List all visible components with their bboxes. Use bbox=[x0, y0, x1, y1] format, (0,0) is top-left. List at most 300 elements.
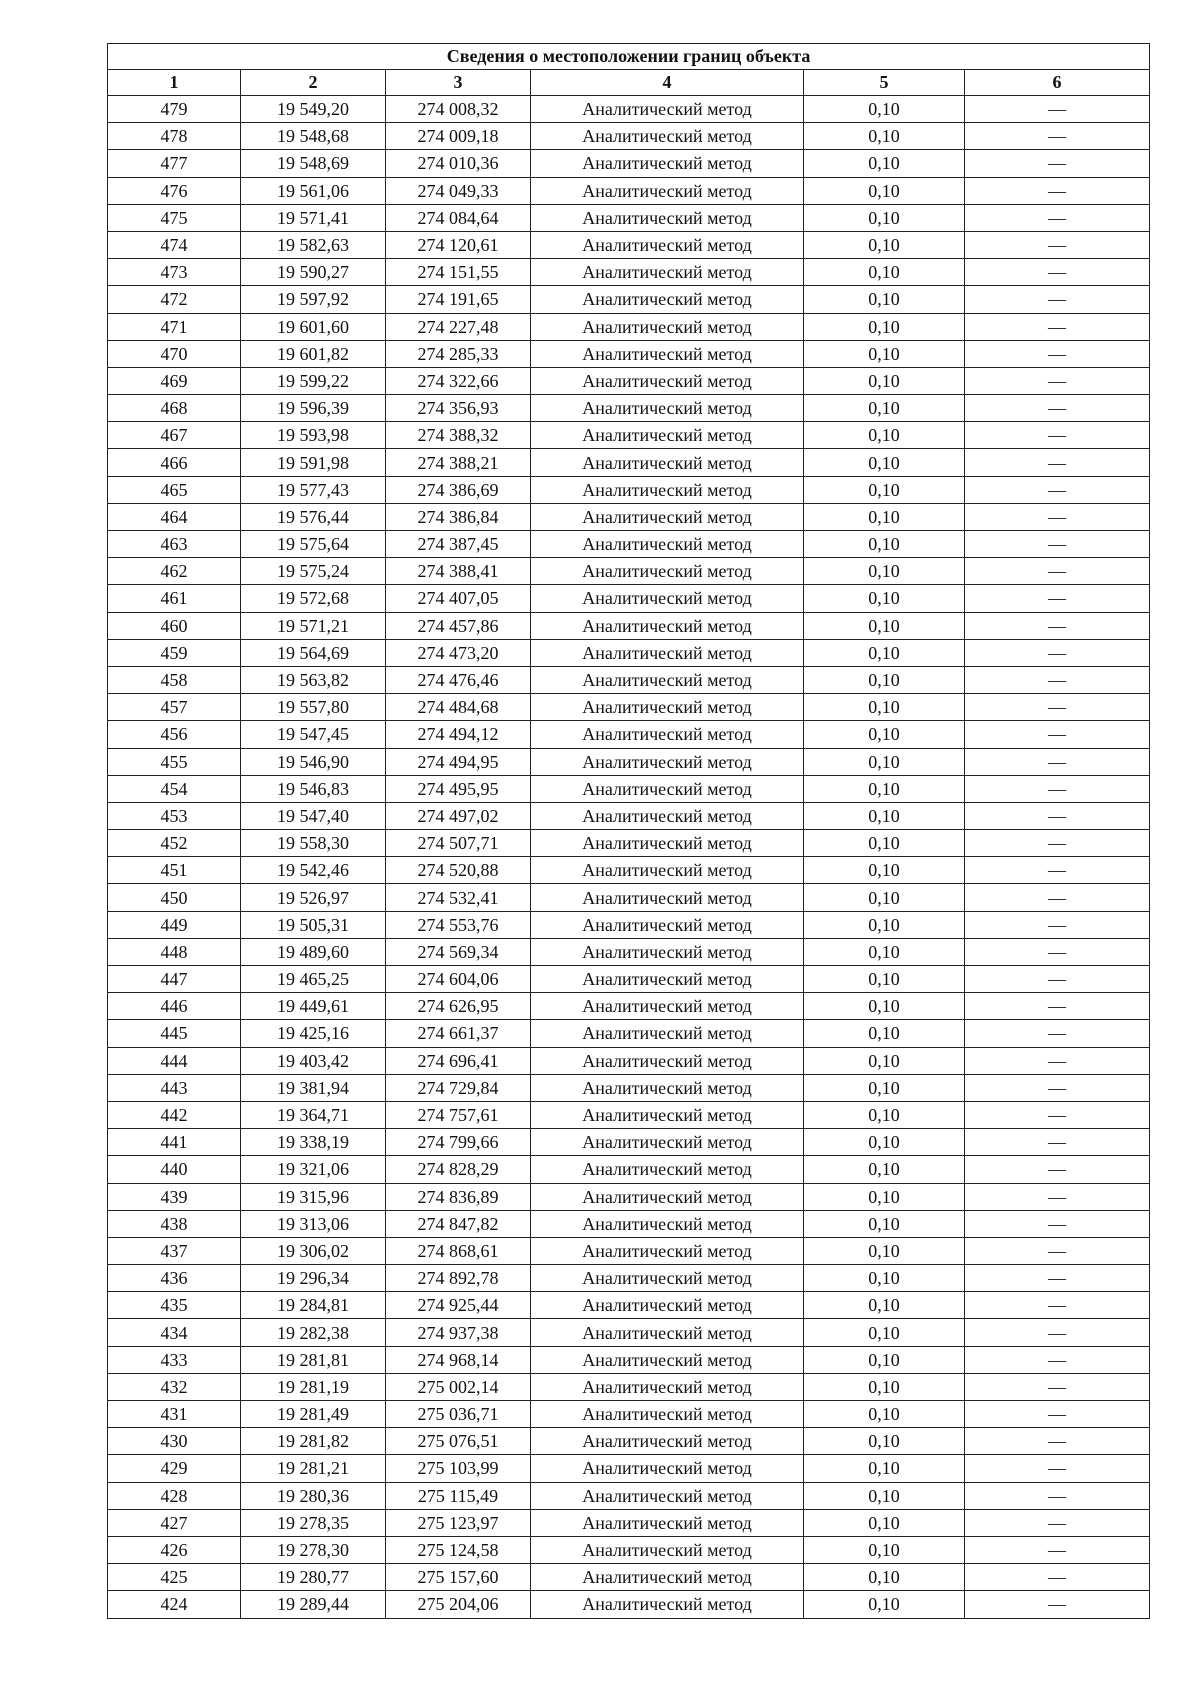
x-coordinate-cell: 19 278,30 bbox=[241, 1536, 386, 1563]
description-cell: — bbox=[965, 1129, 1150, 1156]
point-number-cell: 477 bbox=[108, 150, 241, 177]
method-cell: Аналитический метод bbox=[531, 259, 804, 286]
x-coordinate-cell: 19 564,69 bbox=[241, 639, 386, 666]
accuracy-cell: 0,10 bbox=[804, 938, 965, 965]
description-cell: — bbox=[965, 830, 1150, 857]
table-row bbox=[108, 612, 1150, 639]
description-cell: — bbox=[965, 1455, 1150, 1482]
method-cell: Аналитический метод bbox=[531, 938, 804, 965]
point-number-cell: 442 bbox=[108, 1101, 241, 1128]
x-coordinate-cell: 19 576,44 bbox=[241, 503, 386, 530]
y-coordinate-cell: 274 553,76 bbox=[386, 911, 531, 938]
y-coordinate-cell: 275 157,60 bbox=[386, 1564, 531, 1591]
accuracy-cell: 0,10 bbox=[804, 748, 965, 775]
method-cell: Аналитический метод bbox=[531, 1292, 804, 1319]
method-cell: Аналитический метод bbox=[531, 1210, 804, 1237]
method-cell: Аналитический метод bbox=[531, 313, 804, 340]
method-cell: Аналитический метод bbox=[531, 1101, 804, 1128]
accuracy-cell: 0,10 bbox=[804, 177, 965, 204]
description-cell: — bbox=[965, 694, 1150, 721]
accuracy-cell: 0,10 bbox=[804, 775, 965, 802]
x-coordinate-cell: 19 546,83 bbox=[241, 775, 386, 802]
accuracy-cell: 0,10 bbox=[804, 259, 965, 286]
y-coordinate-cell: 275 076,51 bbox=[386, 1428, 531, 1455]
point-number-cell: 470 bbox=[108, 340, 241, 367]
y-coordinate-cell: 274 049,33 bbox=[386, 177, 531, 204]
accuracy-cell: 0,10 bbox=[804, 1346, 965, 1373]
point-number-cell: 441 bbox=[108, 1129, 241, 1156]
description-cell: — bbox=[965, 666, 1150, 693]
table-row bbox=[108, 585, 1150, 612]
method-cell: Аналитический метод bbox=[531, 1129, 804, 1156]
x-coordinate-cell: 19 489,60 bbox=[241, 938, 386, 965]
x-coordinate-cell: 19 557,80 bbox=[241, 694, 386, 721]
description-cell: — bbox=[965, 503, 1150, 530]
x-coordinate-cell: 19 289,44 bbox=[241, 1591, 386, 1618]
accuracy-cell: 0,10 bbox=[804, 1482, 965, 1509]
method-cell: Аналитический метод bbox=[531, 1591, 804, 1618]
point-number-cell: 464 bbox=[108, 503, 241, 530]
x-coordinate-cell: 19 563,82 bbox=[241, 666, 386, 693]
column-number: 6 bbox=[965, 70, 1150, 96]
table-row bbox=[108, 422, 1150, 449]
column-number: 1 bbox=[108, 70, 241, 96]
x-coordinate-cell: 19 590,27 bbox=[241, 259, 386, 286]
accuracy-cell: 0,10 bbox=[804, 1564, 965, 1591]
table-row bbox=[108, 231, 1150, 258]
table-row bbox=[108, 966, 1150, 993]
table-row bbox=[108, 476, 1150, 503]
point-number-cell: 456 bbox=[108, 721, 241, 748]
point-number-cell: 465 bbox=[108, 476, 241, 503]
description-cell: — bbox=[965, 558, 1150, 585]
point-number-cell: 448 bbox=[108, 938, 241, 965]
table-row bbox=[108, 1346, 1150, 1373]
x-coordinate-cell: 19 296,34 bbox=[241, 1265, 386, 1292]
table-row bbox=[108, 1020, 1150, 1047]
table-row bbox=[108, 313, 1150, 340]
table-row bbox=[108, 666, 1150, 693]
y-coordinate-cell: 274 968,14 bbox=[386, 1346, 531, 1373]
x-coordinate-cell: 19 526,97 bbox=[241, 884, 386, 911]
table-row bbox=[108, 96, 1150, 123]
method-cell: Аналитический метод bbox=[531, 1074, 804, 1101]
method-cell: Аналитический метод bbox=[531, 286, 804, 313]
x-coordinate-cell: 19 575,24 bbox=[241, 558, 386, 585]
accuracy-cell: 0,10 bbox=[804, 966, 965, 993]
table-row bbox=[108, 1509, 1150, 1536]
accuracy-cell: 0,10 bbox=[804, 1156, 965, 1183]
point-number-cell: 460 bbox=[108, 612, 241, 639]
method-cell: Аналитический метод bbox=[531, 694, 804, 721]
point-number-cell: 439 bbox=[108, 1183, 241, 1210]
method-cell: Аналитический метод bbox=[531, 1401, 804, 1428]
description-cell: — bbox=[965, 1237, 1150, 1264]
y-coordinate-cell: 275 036,71 bbox=[386, 1401, 531, 1428]
point-number-cell: 436 bbox=[108, 1265, 241, 1292]
x-coordinate-cell: 19 558,30 bbox=[241, 830, 386, 857]
accuracy-cell: 0,10 bbox=[804, 1428, 965, 1455]
method-cell: Аналитический метод bbox=[531, 857, 804, 884]
accuracy-cell: 0,10 bbox=[804, 558, 965, 585]
y-coordinate-cell: 274 836,89 bbox=[386, 1183, 531, 1210]
x-coordinate-cell: 19 315,96 bbox=[241, 1183, 386, 1210]
method-cell: Аналитический метод bbox=[531, 531, 804, 558]
accuracy-cell: 0,10 bbox=[804, 1101, 965, 1128]
boundary-coordinates-table bbox=[107, 43, 1150, 1619]
point-number-cell: 428 bbox=[108, 1482, 241, 1509]
point-number-cell: 427 bbox=[108, 1509, 241, 1536]
point-number-cell: 454 bbox=[108, 775, 241, 802]
accuracy-cell: 0,10 bbox=[804, 204, 965, 231]
column-number: 2 bbox=[241, 70, 386, 96]
table-row bbox=[108, 367, 1150, 394]
accuracy-cell: 0,10 bbox=[804, 150, 965, 177]
x-coordinate-cell: 19 280,36 bbox=[241, 1482, 386, 1509]
point-number-cell: 438 bbox=[108, 1210, 241, 1237]
point-number-cell: 433 bbox=[108, 1346, 241, 1373]
method-cell: Аналитический метод bbox=[531, 449, 804, 476]
point-number-cell: 466 bbox=[108, 449, 241, 476]
table-row bbox=[108, 1183, 1150, 1210]
y-coordinate-cell: 274 191,65 bbox=[386, 286, 531, 313]
accuracy-cell: 0,10 bbox=[804, 585, 965, 612]
point-number-cell: 432 bbox=[108, 1373, 241, 1400]
y-coordinate-cell: 275 123,97 bbox=[386, 1509, 531, 1536]
accuracy-cell: 0,10 bbox=[804, 830, 965, 857]
description-cell: — bbox=[965, 422, 1150, 449]
table-row bbox=[108, 857, 1150, 884]
y-coordinate-cell: 274 356,93 bbox=[386, 395, 531, 422]
x-coordinate-cell: 19 465,25 bbox=[241, 966, 386, 993]
y-coordinate-cell: 274 322,66 bbox=[386, 367, 531, 394]
x-coordinate-cell: 19 449,61 bbox=[241, 993, 386, 1020]
y-coordinate-cell: 274 009,18 bbox=[386, 123, 531, 150]
accuracy-cell: 0,10 bbox=[804, 231, 965, 258]
table-row bbox=[108, 639, 1150, 666]
accuracy-cell: 0,10 bbox=[804, 1536, 965, 1563]
x-coordinate-cell: 19 364,71 bbox=[241, 1101, 386, 1128]
table-row bbox=[108, 721, 1150, 748]
accuracy-cell: 0,10 bbox=[804, 123, 965, 150]
x-coordinate-cell: 19 601,82 bbox=[241, 340, 386, 367]
y-coordinate-cell: 274 799,66 bbox=[386, 1129, 531, 1156]
point-number-cell: 452 bbox=[108, 830, 241, 857]
table-row bbox=[108, 1482, 1150, 1509]
description-cell: — bbox=[965, 1346, 1150, 1373]
method-cell: Аналитический метод bbox=[531, 1536, 804, 1563]
y-coordinate-cell: 274 497,02 bbox=[386, 802, 531, 829]
accuracy-cell: 0,10 bbox=[804, 313, 965, 340]
y-coordinate-cell: 274 868,61 bbox=[386, 1237, 531, 1264]
method-cell: Аналитический метод bbox=[531, 367, 804, 394]
table-row bbox=[108, 1428, 1150, 1455]
point-number-cell: 459 bbox=[108, 639, 241, 666]
table-row bbox=[108, 1373, 1150, 1400]
accuracy-cell: 0,10 bbox=[804, 449, 965, 476]
method-cell: Аналитический метод bbox=[531, 1564, 804, 1591]
description-cell: — bbox=[965, 938, 1150, 965]
method-cell: Аналитический метод bbox=[531, 340, 804, 367]
method-cell: Аналитический метод bbox=[531, 123, 804, 150]
x-coordinate-cell: 19 572,68 bbox=[241, 585, 386, 612]
y-coordinate-cell: 274 473,20 bbox=[386, 639, 531, 666]
description-cell: — bbox=[965, 585, 1150, 612]
table-row bbox=[108, 775, 1150, 802]
description-cell: — bbox=[965, 612, 1150, 639]
method-cell: Аналитический метод bbox=[531, 150, 804, 177]
point-number-cell: 455 bbox=[108, 748, 241, 775]
table-row bbox=[108, 694, 1150, 721]
description-cell: — bbox=[965, 639, 1150, 666]
method-cell: Аналитический метод bbox=[531, 1265, 804, 1292]
point-number-cell: 429 bbox=[108, 1455, 241, 1482]
table-row bbox=[108, 1047, 1150, 1074]
accuracy-cell: 0,10 bbox=[804, 694, 965, 721]
method-cell: Аналитический метод bbox=[531, 476, 804, 503]
description-cell: — bbox=[965, 96, 1150, 123]
point-number-cell: 475 bbox=[108, 204, 241, 231]
point-number-cell: 473 bbox=[108, 259, 241, 286]
table-row bbox=[108, 503, 1150, 530]
y-coordinate-cell: 274 227,48 bbox=[386, 313, 531, 340]
point-number-cell: 458 bbox=[108, 666, 241, 693]
point-number-cell: 468 bbox=[108, 395, 241, 422]
description-cell: — bbox=[965, 476, 1150, 503]
method-cell: Аналитический метод bbox=[531, 585, 804, 612]
x-coordinate-cell: 19 548,69 bbox=[241, 150, 386, 177]
accuracy-cell: 0,10 bbox=[804, 802, 965, 829]
description-cell: — bbox=[965, 340, 1150, 367]
accuracy-cell: 0,10 bbox=[804, 1591, 965, 1618]
x-coordinate-cell: 19 542,46 bbox=[241, 857, 386, 884]
table-row bbox=[108, 204, 1150, 231]
y-coordinate-cell: 274 494,95 bbox=[386, 748, 531, 775]
table-row bbox=[108, 1101, 1150, 1128]
description-cell: — bbox=[965, 1292, 1150, 1319]
method-cell: Аналитический метод bbox=[531, 1428, 804, 1455]
description-cell: — bbox=[965, 966, 1150, 993]
description-cell: — bbox=[965, 1156, 1150, 1183]
description-cell: — bbox=[965, 1210, 1150, 1237]
table-row bbox=[108, 1074, 1150, 1101]
method-cell: Аналитический метод bbox=[531, 96, 804, 123]
description-cell: — bbox=[965, 395, 1150, 422]
method-cell: Аналитический метод bbox=[531, 1346, 804, 1373]
y-coordinate-cell: 274 388,21 bbox=[386, 449, 531, 476]
x-coordinate-cell: 19 561,06 bbox=[241, 177, 386, 204]
description-cell: — bbox=[965, 857, 1150, 884]
y-coordinate-cell: 274 569,34 bbox=[386, 938, 531, 965]
description-cell: — bbox=[965, 1074, 1150, 1101]
point-number-cell: 463 bbox=[108, 531, 241, 558]
y-coordinate-cell: 274 388,32 bbox=[386, 422, 531, 449]
accuracy-cell: 0,10 bbox=[804, 1509, 965, 1536]
point-number-cell: 424 bbox=[108, 1591, 241, 1618]
point-number-cell: 444 bbox=[108, 1047, 241, 1074]
y-coordinate-cell: 274 520,88 bbox=[386, 857, 531, 884]
accuracy-cell: 0,10 bbox=[804, 531, 965, 558]
accuracy-cell: 0,10 bbox=[804, 1265, 965, 1292]
point-number-cell: 478 bbox=[108, 123, 241, 150]
description-cell: — bbox=[965, 802, 1150, 829]
table-row bbox=[108, 911, 1150, 938]
table-row bbox=[108, 802, 1150, 829]
y-coordinate-cell: 274 386,69 bbox=[386, 476, 531, 503]
accuracy-cell: 0,10 bbox=[804, 1292, 965, 1319]
column-number: 4 bbox=[531, 70, 804, 96]
x-coordinate-cell: 19 281,49 bbox=[241, 1401, 386, 1428]
accuracy-cell: 0,10 bbox=[804, 476, 965, 503]
point-number-cell: 451 bbox=[108, 857, 241, 884]
x-coordinate-cell: 19 425,16 bbox=[241, 1020, 386, 1047]
method-cell: Аналитический метод bbox=[531, 1156, 804, 1183]
table-row bbox=[108, 286, 1150, 313]
method-cell: Аналитический метод bbox=[531, 204, 804, 231]
description-cell: — bbox=[965, 313, 1150, 340]
point-number-cell: 461 bbox=[108, 585, 241, 612]
method-cell: Аналитический метод bbox=[531, 1482, 804, 1509]
method-cell: Аналитический метод bbox=[531, 966, 804, 993]
point-number-cell: 469 bbox=[108, 367, 241, 394]
point-number-cell: 467 bbox=[108, 422, 241, 449]
x-coordinate-cell: 19 280,77 bbox=[241, 1564, 386, 1591]
x-coordinate-cell: 19 547,45 bbox=[241, 721, 386, 748]
method-cell: Аналитический метод bbox=[531, 1373, 804, 1400]
y-coordinate-cell: 275 103,99 bbox=[386, 1455, 531, 1482]
x-coordinate-cell: 19 284,81 bbox=[241, 1292, 386, 1319]
table-row bbox=[108, 395, 1150, 422]
y-coordinate-cell: 274 495,95 bbox=[386, 775, 531, 802]
table-row bbox=[108, 1156, 1150, 1183]
x-coordinate-cell: 19 321,06 bbox=[241, 1156, 386, 1183]
description-cell: — bbox=[965, 1183, 1150, 1210]
description-cell: — bbox=[965, 150, 1150, 177]
y-coordinate-cell: 275 115,49 bbox=[386, 1482, 531, 1509]
accuracy-cell: 0,10 bbox=[804, 911, 965, 938]
accuracy-cell: 0,10 bbox=[804, 721, 965, 748]
accuracy-cell: 0,10 bbox=[804, 1210, 965, 1237]
accuracy-cell: 0,10 bbox=[804, 1455, 965, 1482]
x-coordinate-cell: 19 306,02 bbox=[241, 1237, 386, 1264]
y-coordinate-cell: 274 008,32 bbox=[386, 96, 531, 123]
y-coordinate-cell: 274 386,84 bbox=[386, 503, 531, 530]
point-number-cell: 440 bbox=[108, 1156, 241, 1183]
y-coordinate-cell: 274 937,38 bbox=[386, 1319, 531, 1346]
description-cell: — bbox=[965, 775, 1150, 802]
table-row bbox=[108, 938, 1150, 965]
table-row bbox=[108, 1319, 1150, 1346]
x-coordinate-cell: 19 596,39 bbox=[241, 395, 386, 422]
table-row bbox=[108, 259, 1150, 286]
method-cell: Аналитический метод bbox=[531, 1237, 804, 1264]
method-cell: Аналитический метод bbox=[531, 884, 804, 911]
accuracy-cell: 0,10 bbox=[804, 1074, 965, 1101]
y-coordinate-cell: 274 387,45 bbox=[386, 531, 531, 558]
method-cell: Аналитический метод bbox=[531, 911, 804, 938]
point-number-cell: 457 bbox=[108, 694, 241, 721]
column-number: 3 bbox=[386, 70, 531, 96]
description-cell: — bbox=[965, 1020, 1150, 1047]
method-cell: Аналитический метод bbox=[531, 721, 804, 748]
table-row bbox=[108, 558, 1150, 585]
accuracy-cell: 0,10 bbox=[804, 857, 965, 884]
y-coordinate-cell: 274 532,41 bbox=[386, 884, 531, 911]
x-coordinate-cell: 19 571,21 bbox=[241, 612, 386, 639]
description-cell: — bbox=[965, 1591, 1150, 1618]
point-number-cell: 476 bbox=[108, 177, 241, 204]
point-number-cell: 425 bbox=[108, 1564, 241, 1591]
accuracy-cell: 0,10 bbox=[804, 612, 965, 639]
description-cell: — bbox=[965, 1428, 1150, 1455]
point-number-cell: 446 bbox=[108, 993, 241, 1020]
point-number-cell: 472 bbox=[108, 286, 241, 313]
y-coordinate-cell: 274 388,41 bbox=[386, 558, 531, 585]
table-row bbox=[108, 449, 1150, 476]
description-cell: — bbox=[965, 1564, 1150, 1591]
point-number-cell: 462 bbox=[108, 558, 241, 585]
accuracy-cell: 0,10 bbox=[804, 367, 965, 394]
y-coordinate-cell: 274 476,46 bbox=[386, 666, 531, 693]
point-number-cell: 453 bbox=[108, 802, 241, 829]
y-coordinate-cell: 274 084,64 bbox=[386, 204, 531, 231]
accuracy-cell: 0,10 bbox=[804, 884, 965, 911]
accuracy-cell: 0,10 bbox=[804, 286, 965, 313]
method-cell: Аналитический метод bbox=[531, 558, 804, 585]
description-cell: — bbox=[965, 721, 1150, 748]
x-coordinate-cell: 19 281,82 bbox=[241, 1428, 386, 1455]
point-number-cell: 449 bbox=[108, 911, 241, 938]
method-cell: Аналитический метод bbox=[531, 1319, 804, 1346]
point-number-cell: 431 bbox=[108, 1401, 241, 1428]
method-cell: Аналитический метод bbox=[531, 612, 804, 639]
method-cell: Аналитический метод bbox=[531, 748, 804, 775]
point-number-cell: 434 bbox=[108, 1319, 241, 1346]
method-cell: Аналитический метод bbox=[531, 666, 804, 693]
description-cell: — bbox=[965, 911, 1150, 938]
description-cell: — bbox=[965, 231, 1150, 258]
accuracy-cell: 0,10 bbox=[804, 503, 965, 530]
x-coordinate-cell: 19 546,90 bbox=[241, 748, 386, 775]
y-coordinate-cell: 274 604,06 bbox=[386, 966, 531, 993]
method-cell: Аналитический метод bbox=[531, 231, 804, 258]
x-coordinate-cell: 19 599,22 bbox=[241, 367, 386, 394]
accuracy-cell: 0,10 bbox=[804, 1129, 965, 1156]
table-body bbox=[108, 96, 1150, 1619]
description-cell: — bbox=[965, 531, 1150, 558]
y-coordinate-cell: 274 494,12 bbox=[386, 721, 531, 748]
table-row bbox=[108, 123, 1150, 150]
y-coordinate-cell: 274 729,84 bbox=[386, 1074, 531, 1101]
y-coordinate-cell: 274 925,44 bbox=[386, 1292, 531, 1319]
accuracy-cell: 0,10 bbox=[804, 1401, 965, 1428]
description-cell: — bbox=[965, 748, 1150, 775]
method-cell: Аналитический метод bbox=[531, 802, 804, 829]
x-coordinate-cell: 19 281,21 bbox=[241, 1455, 386, 1482]
table-row bbox=[108, 340, 1150, 367]
description-cell: — bbox=[965, 449, 1150, 476]
table-row bbox=[108, 1237, 1150, 1264]
table-row bbox=[108, 748, 1150, 775]
table-row bbox=[108, 1292, 1150, 1319]
accuracy-cell: 0,10 bbox=[804, 1020, 965, 1047]
x-coordinate-cell: 19 575,64 bbox=[241, 531, 386, 558]
description-cell: — bbox=[965, 177, 1150, 204]
y-coordinate-cell: 275 002,14 bbox=[386, 1373, 531, 1400]
x-coordinate-cell: 19 571,41 bbox=[241, 204, 386, 231]
description-cell: — bbox=[965, 1536, 1150, 1563]
y-coordinate-cell: 274 407,05 bbox=[386, 585, 531, 612]
